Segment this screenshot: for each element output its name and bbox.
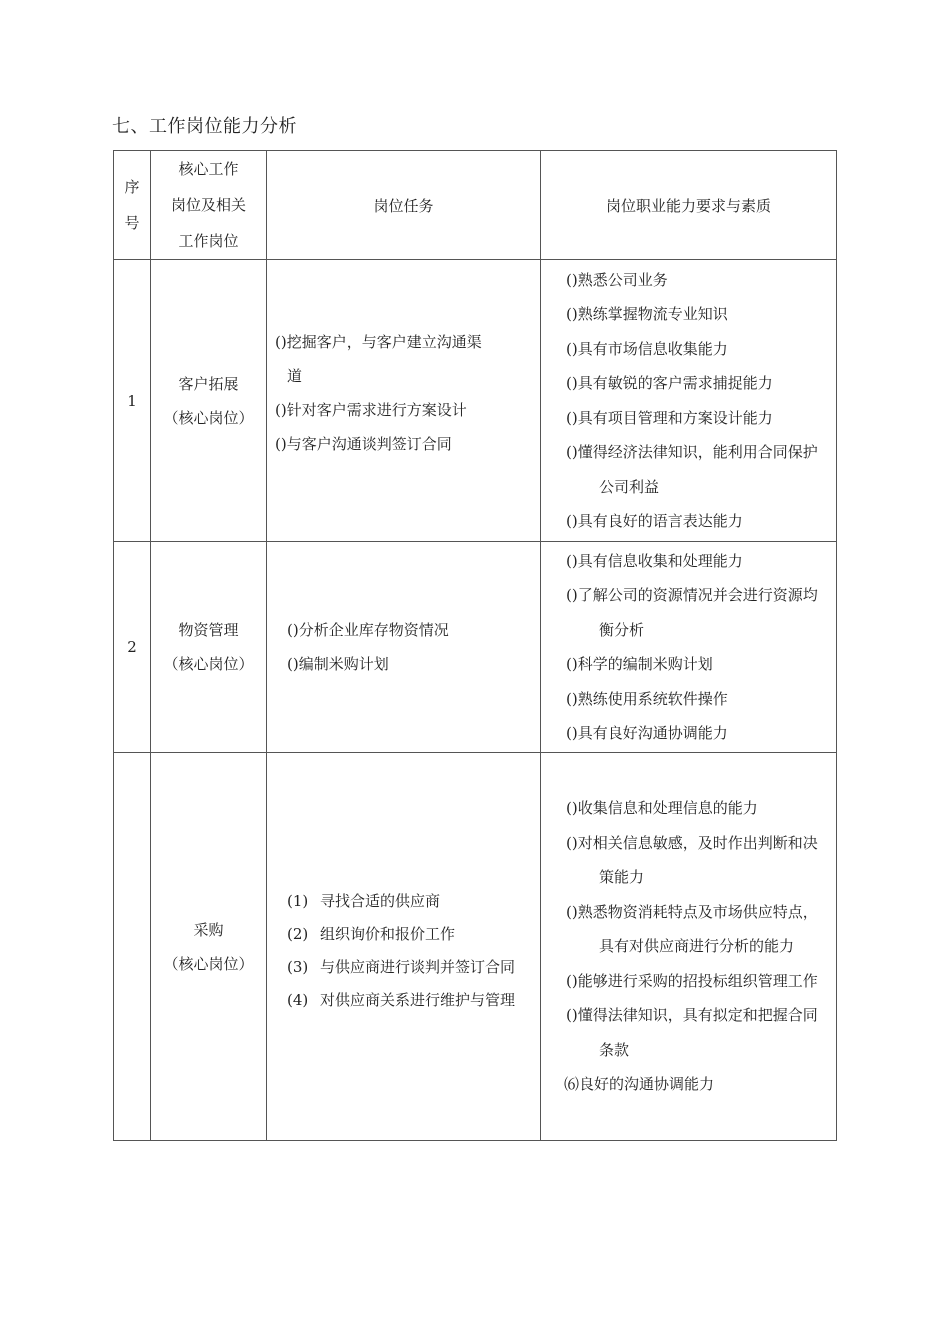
list-item: ()了解公司的资源情况并会进行资源均衡分析 <box>566 586 818 639</box>
row-post <box>151 260 267 542</box>
list-item <box>274 924 530 944</box>
req-list <box>566 263 828 539</box>
item-index: (4) <box>287 990 309 1009</box>
row-reqs <box>541 542 837 753</box>
header-task: 岗位任务 <box>267 151 541 260</box>
list-item <box>274 891 530 911</box>
section-heading: 七、工作岗位能力分析 <box>112 116 297 137</box>
table-header-row <box>114 151 837 260</box>
item-index: (3) <box>287 957 309 976</box>
item-text: 组织询价和报价工作 <box>320 924 456 943</box>
row-tasks <box>267 260 541 542</box>
list-item: ()与客户沟通谈判签订合同 <box>275 434 452 453</box>
list-item: ()分析企业库存物资情况 <box>287 621 449 639</box>
list-item: ()具有市场信息收集能力 <box>566 339 728 358</box>
post-title: 采购 <box>193 920 224 939</box>
item-index: (2) <box>287 924 309 943</box>
list-item: 道 <box>287 366 303 385</box>
task-list <box>287 613 540 681</box>
row-tasks <box>267 753 541 1141</box>
list-item: ()熟练掌握物流专业知识 <box>566 305 728 323</box>
row-post <box>151 753 267 1141</box>
post-type: （核心岗位） <box>163 655 254 673</box>
job-ability-table <box>113 150 837 1141</box>
list-item <box>274 990 530 1010</box>
req-list <box>566 791 828 1102</box>
list-item: ()科学的编制米购计划 <box>566 655 713 673</box>
row-tasks <box>267 542 541 753</box>
task-list <box>275 325 540 461</box>
table-row <box>114 260 837 542</box>
item-text: 与供应商进行谈判并签订合同 <box>320 957 516 976</box>
post-title: 物资管理 <box>178 621 239 639</box>
list-item: ()具有良好的语言表达能力 <box>566 512 743 530</box>
list-item: ()懂得法律知识，具有拟定和把握合同条款 <box>566 1006 818 1059</box>
list-item: ()懂得经济法律知识，能利用合同保护公司利益 <box>566 443 818 496</box>
row-seq <box>114 753 151 1141</box>
item-text: 对供应商关系进行维护与管理 <box>320 990 516 1009</box>
header-post-line: 核心工作 <box>178 160 239 178</box>
list-item: ()具有项目管理和方案设计能力 <box>566 408 773 427</box>
header-seq-line: 号 <box>124 214 140 232</box>
header-seq-line: 序 <box>124 178 140 196</box>
list-item: ()熟悉物资消耗特点及市场供应特点，具有对供应商进行分析的能力 <box>566 902 818 956</box>
header-post-line: 岗位及相关 <box>170 196 246 214</box>
list-item: ()能够进行采购的招投标组织管理工作 <box>566 971 818 990</box>
item-index: (1) <box>287 891 309 910</box>
header-post-line: 工作岗位 <box>178 232 239 250</box>
list-item: ()具有敏锐的客户需求捕捉能力 <box>566 374 773 392</box>
list-item <box>274 957 530 977</box>
req-list <box>566 544 828 751</box>
post-type: （核心岗位） <box>163 408 254 427</box>
row-seq: 2 <box>114 542 151 753</box>
header-post <box>151 151 267 260</box>
task-list <box>274 891 530 1010</box>
list-item: ()编制米购计划 <box>287 655 389 673</box>
list-item: ()熟悉公司业务 <box>566 270 668 289</box>
list-item: ()具有信息收集和处理能力 <box>566 551 743 570</box>
table-row <box>114 753 837 1141</box>
header-req: 岗位职业能力要求与素质 <box>541 151 837 260</box>
list-item: ()收集信息和处理信息的能力 <box>566 799 758 818</box>
list-item: ()具有良好沟通协调能力 <box>566 724 728 742</box>
list-item: ()针对客户需求进行方案设计 <box>275 400 467 419</box>
row-seq: 1 <box>114 260 151 542</box>
post-title: 客户拓展 <box>178 374 239 393</box>
table-row <box>114 542 837 753</box>
row-reqs <box>541 260 837 542</box>
post-type: （核心岗位） <box>163 954 254 973</box>
row-post <box>151 542 267 753</box>
item-text: 寻找合适的供应商 <box>320 891 441 910</box>
list-item: ()熟练使用系统软件操作 <box>566 689 728 708</box>
row-reqs <box>541 753 837 1141</box>
list-item: ()挖掘客户，与客户建立沟通渠 <box>275 332 482 351</box>
list-item: ⑹良好的沟通协调能力 <box>564 1075 715 1094</box>
list-item: ()对相关信息敏感，及时作出判断和决策能力 <box>566 833 818 887</box>
header-seq <box>114 151 151 260</box>
